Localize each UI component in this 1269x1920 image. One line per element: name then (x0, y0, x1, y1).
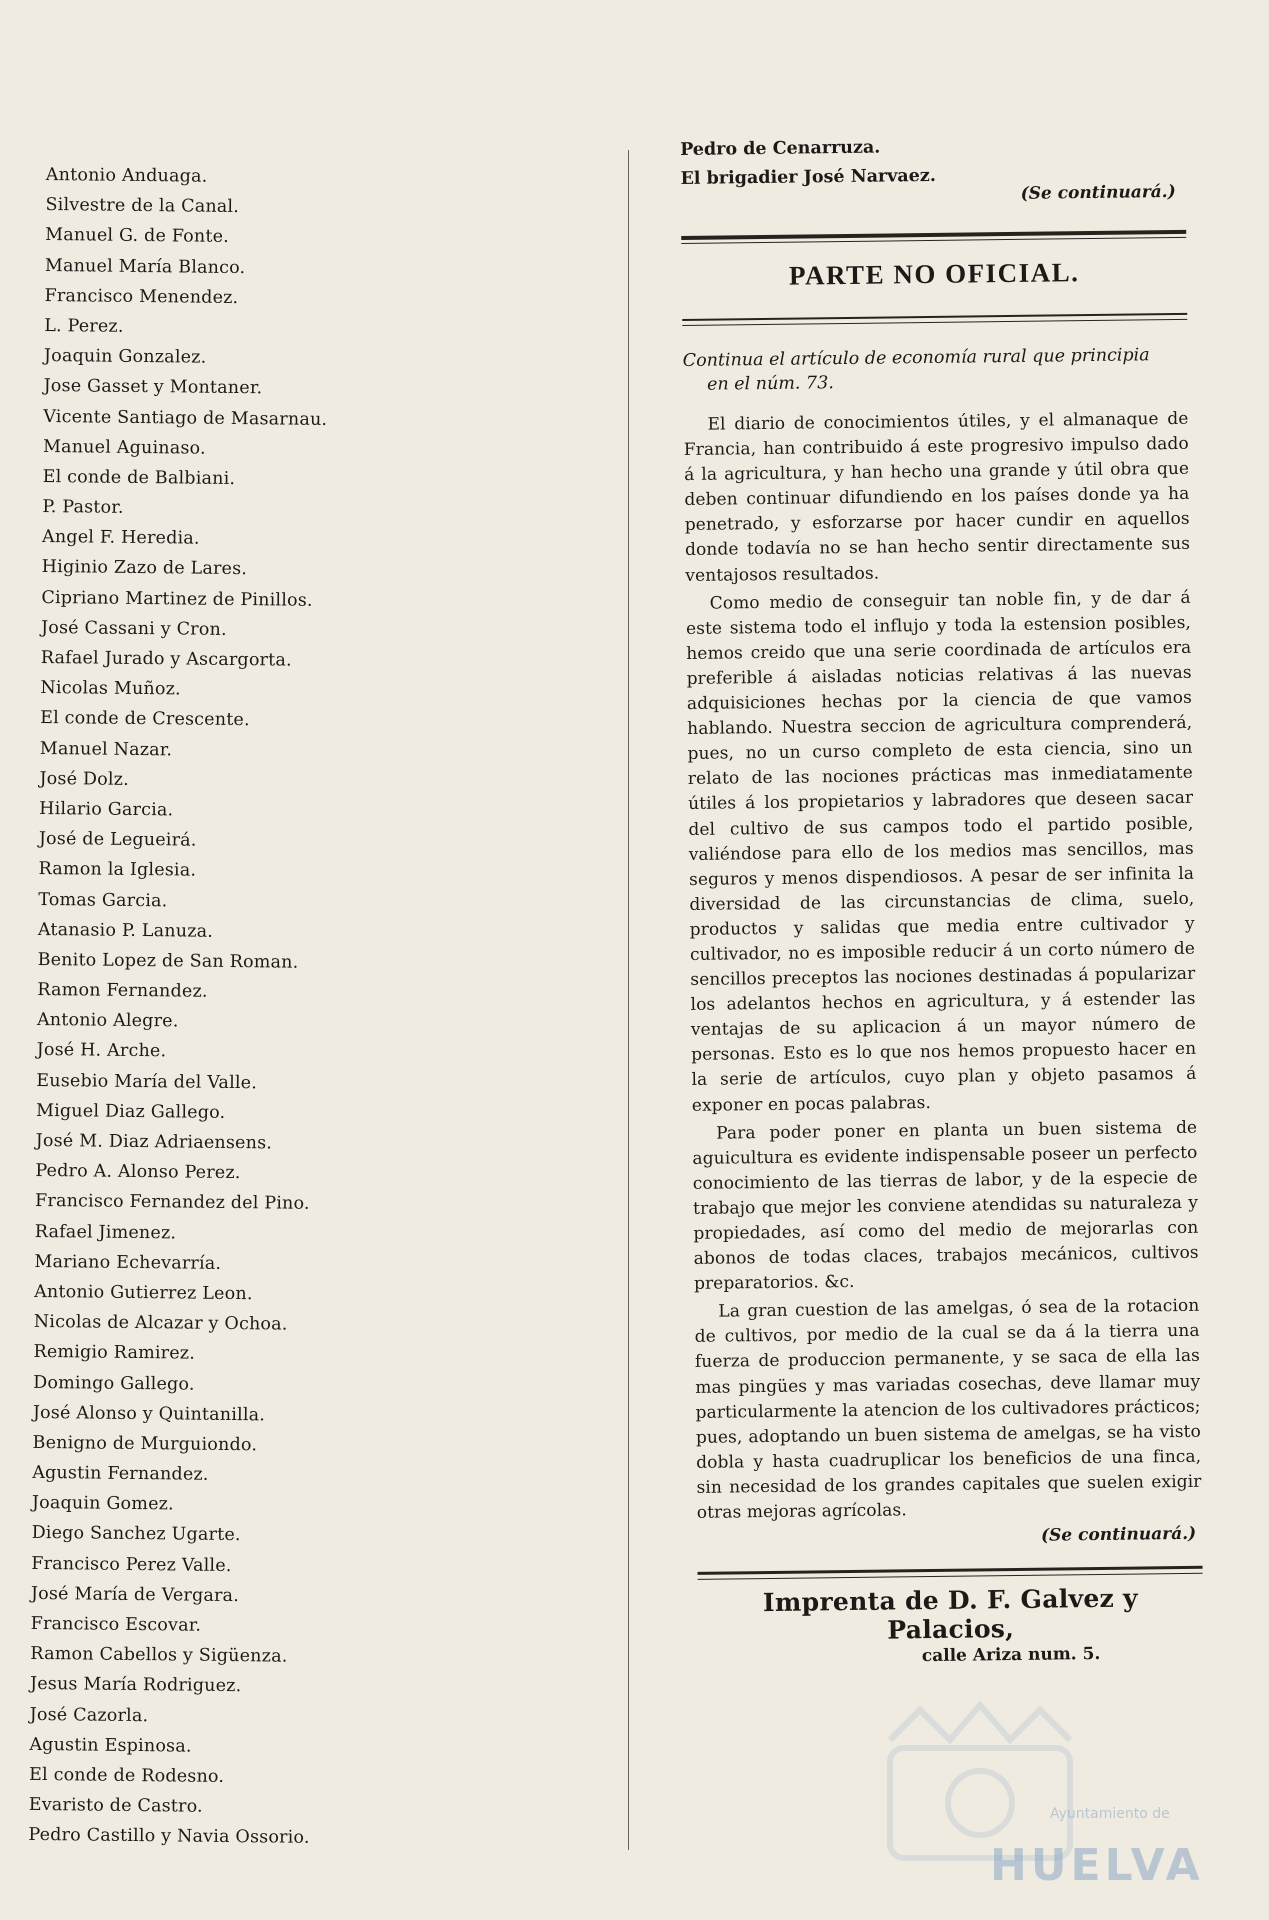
signatory-name: L. Perez. (44, 315, 124, 337)
signatory-name: Angel F. Heredia. (41, 527, 200, 549)
signatory-name: Manuel Nazar. (39, 738, 173, 760)
signatory-name: Ramon Cabellos y Sigüenza. (30, 1644, 288, 1667)
signatory-name: Rafael Jurado y Ascargorta. (40, 647, 292, 671)
signatory-name: Jose Gasset y Montaner. (43, 376, 263, 399)
signatory-name: Pedro Castillo y Navia Ossorio. (28, 1825, 310, 1849)
signature-line: Pedro de Cenarruza. (680, 137, 881, 160)
signatory-name: José Cassani y Cron. (40, 617, 227, 640)
section-rule (682, 313, 1187, 321)
signatory-name: El conde de Balbiani. (42, 466, 236, 489)
signatory-name: Miguel Diaz Gallego. (35, 1100, 226, 1123)
article-title-line: en el núm. 73. (706, 373, 834, 395)
continued-note-bottom: (Se continuará.) (1040, 1523, 1197, 1546)
article-paragraph: La gran cuestion de las amelgas, ó sea de la rotacion de cultivos, por medio de la cual se da á la tierra una fuerza de produccion permanente, y se saca de ella las mas pingües y mas variadas cosechas, deve llamar muy particularmente la atencion de los cultivadores prácticos; pues, adoptando un buen sistema de amelgas, se ha visto dobla y hasta cuadruplicar los beneficios de una finca, sin necesidad de los grandes capitales que suelen exigir otras mejoras agrícolas. (694, 1296, 1202, 1523)
section-title: PARTE NO OFICIAL. (788, 257, 1080, 291)
article-paragraph: Como medio de conseguir tan noble fin, y de dar á este sistema todo el influjo y toda la estension posibles, hemos creido que una serie coordinada de artículos era preferible á aisladas noticias relativas á las nuevas adquisiciones hechas por la ciencia de que vamos hablando. Nuestra seccion de agricultura comprenderá, pues, no un curso completo de esta ciencia, sino un relato de las nociones prácticas mas inmediatamente útiles á los propietarios y labradores que deseen sacar del cultivo de sus campos todo el partido posible, valiéndose para ello de los medios mas sencillos, mas seguros y menos dispendiosos. A pesar de ser infinita la diversidad de las circunstancias de clima, suelo, productos y salidas que media entre cultivador y cultivador, no es imposible reducir á un corto número de sencillos preceptos las nociones destinadas á popularizar los adelantos hechos en agricultura, y á estender las ventajas de su aplicacion á un mayor número de personas. Esto es lo que nos hemos propuesto hacer en la serie de artículos, cuyo plan y objeto pasamos á exponer en pocas palabras. (685, 587, 1197, 1116)
signatory-name: P. Pastor. (42, 497, 124, 518)
signatory-name: Atanasio P. Lanuza. (37, 919, 214, 942)
article-title (683, 343, 1189, 397)
signatory-name: Francisco Escovar. (30, 1613, 202, 1636)
signatory-name: Remigio Ramirez. (33, 1342, 196, 1364)
signatory-name: Tomas Garcia. (38, 889, 168, 911)
signatory-name: Cipriano Martinez de Pinillos. (41, 587, 313, 611)
watermark-text: HUELVA (990, 1840, 1204, 1891)
signatory-name: Antonio Gutierrez Leon. (34, 1281, 253, 1305)
signatory-name: Vicente Santiago de Masarnau. (43, 406, 328, 430)
signatory-name: Higinio Zazo de Lares. (41, 557, 248, 580)
signatory-name: Manuel María Blanco. (44, 255, 246, 278)
printer-address: calle Ariza num. 5. (921, 1644, 1101, 1667)
signatory-name: Antonio Anduaga. (45, 164, 208, 187)
article-paragraph: Para poder poner en planta un buen sistema de aguicultura es evidente indispensable poseer un perfecto conocimiento de las tierras de labor, y de la especie de trabajo que mejor les conviene atendidas su naturaleza y propiedades, así como del medio de mejorarlas con abonos de todas claces, trabajos mecánicos, cultivos preparatorios. &c. (692, 1117, 1199, 1295)
signatory-name: Ramon la Iglesia. (38, 859, 197, 881)
article-paragraph: El diario de conocimientos útiles, y el almanaque de Francia, han contribuido á este progresivo impulso dado á la agricultura, y han hecho una grande y útil obra que deben continuar difundiendo en los países donde ya ha penetrado, y esforzarse por hacer cundir en aquellos donde todavía no se han hecho sentir directamente sus ventajosos resultados. (683, 408, 1191, 586)
signatory-name: El conde de Crescente. (40, 708, 250, 731)
names-column (28, 160, 586, 1856)
signatory-name: Jesus María Rodriguez. (29, 1674, 242, 1697)
signatory-name: José de Legueirá. (38, 829, 197, 851)
imprint-rule (698, 1566, 1203, 1575)
signatory-name: Benito Lopez de San Roman. (37, 949, 299, 973)
signatory-name: Benigno de Murguiondo. (32, 1432, 258, 1456)
signatory-name: Francisco Perez Valle. (31, 1553, 232, 1576)
signatory-name: Eusebio María del Valle. (36, 1070, 258, 1093)
signatory-name: José Alonso y Quintanilla. (32, 1402, 266, 1426)
signatory-name: Antonio Alegre. (36, 1010, 179, 1032)
signatory-name: Nicolas de Alcazar y Ochoa. (33, 1312, 288, 1335)
column-divider (628, 150, 629, 1850)
signatory-name: Francisco Fernandez del Pino. (34, 1191, 310, 1215)
signatory-name: José Cazorla. (29, 1704, 149, 1726)
signatory-name: José María de Vergara. (30, 1583, 240, 1606)
signatory-name: Agustin Fernandez. (32, 1462, 209, 1485)
signatory-name: Agustin Espinosa. (29, 1734, 192, 1757)
signatory-name: Evaristo de Castro. (28, 1795, 203, 1817)
signatory-name: Silvestre de la Canal. (45, 195, 240, 218)
article-title-line: Continua el artículo de economía rural que principia (682, 345, 1150, 371)
right-column (680, 130, 1204, 1669)
signatory-name: Domingo Gallego. (33, 1372, 195, 1395)
signatory-name: Pedro A. Alonso Perez. (35, 1161, 241, 1184)
signatory-name: Nicolas Muñoz. (40, 678, 181, 700)
signatory-name: Manuel Aguinaso. (42, 436, 206, 459)
signatory-name: Francisco Menendez. (44, 285, 239, 308)
signatory-name: José Dolz. (39, 768, 130, 790)
signatory-name: El conde de Rodesno. (28, 1764, 225, 1787)
continued-note-top: (Se continuará.) (1020, 181, 1176, 204)
signatory-name: Mariano Echevarría. (34, 1251, 222, 1274)
signatory-name: Joaquin Gomez. (31, 1493, 174, 1515)
signatory-name: Ramon Fernandez. (37, 980, 208, 1002)
section-rule (681, 230, 1186, 240)
signatory-name: Rafael Jimenez. (34, 1221, 177, 1243)
printer-imprint: Imprenta de D. F. Galvez y Palacios, (762, 1583, 1139, 1645)
signatory-name: Hilario Garcia. (39, 798, 174, 821)
signature-line: El brigadier José Narvaez. (680, 165, 936, 189)
signatory-name: José H. Arche. (36, 1040, 167, 1062)
signatory-name: Diego Sanchez Ugarte. (31, 1523, 241, 1546)
signatory-name: Joaquin Gonzalez. (43, 346, 207, 368)
signatory-name: Manuel G. de Fonte. (45, 225, 230, 248)
watermark-subtext: Ayuntamiento de (1050, 1806, 1170, 1822)
signatory-name: José M. Diaz Adriaensens. (35, 1130, 273, 1154)
